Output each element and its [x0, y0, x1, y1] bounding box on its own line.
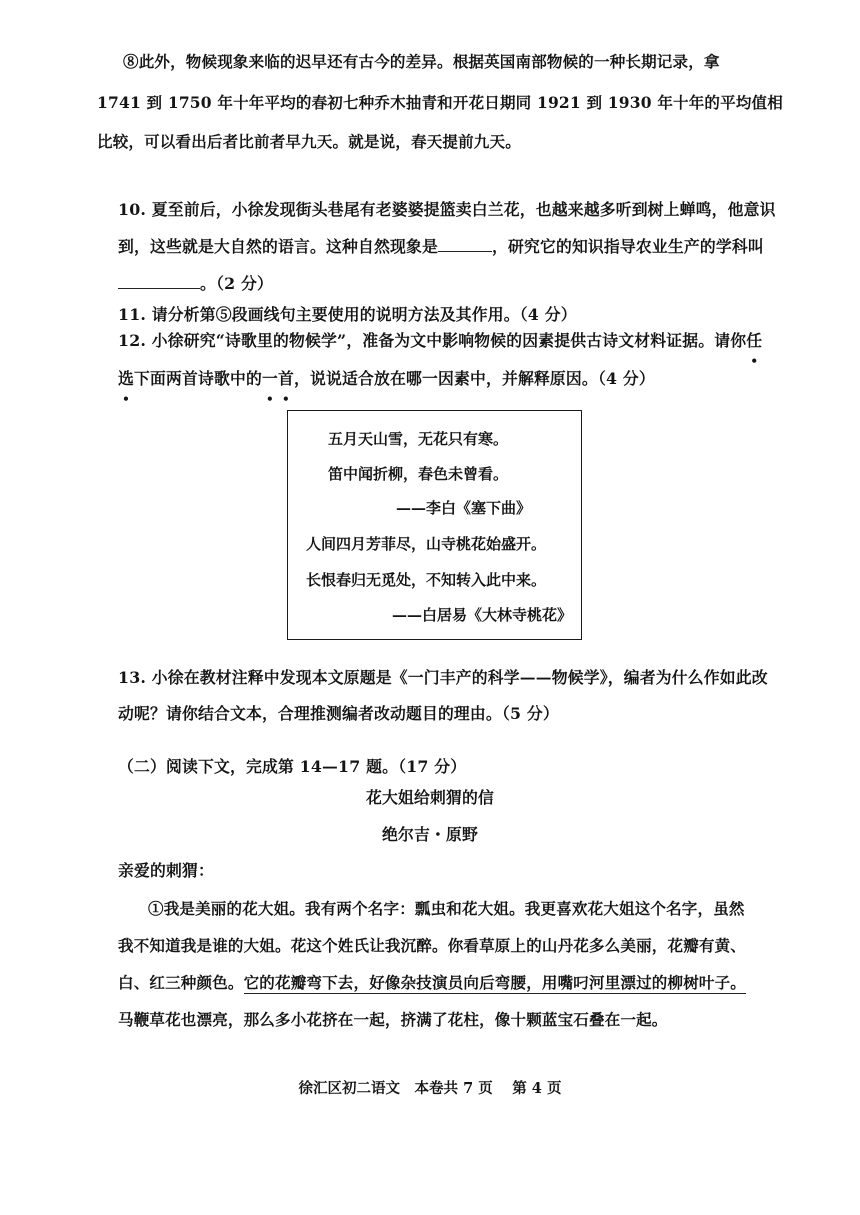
- poem-2-author: ——白居易《大林寺桃花》: [392, 606, 573, 624]
- article-paragraph-1-line-1: ①我是美丽的花大姐。我有两个名字：瓢虫和花大姐。我更喜欢花大姐这个名字，虽然: [148, 899, 745, 918]
- question-12-text-b: 下面两首诗歌中的: [134, 369, 262, 388]
- question-13-line-1: 13. 小徐在教材注释中发现本文原题是《一门丰产的科学——物候学》，编者为什么作如此改: [118, 668, 768, 687]
- page-footer: 徐汇区初二语文 本卷共 7 页 第 4 页: [298, 1080, 562, 1097]
- article-author: 绝尔吉・原野: [382, 825, 478, 844]
- paragraph-8-line-3: 比较，可以看出后者比前者早九天。就是说，春天提前九天。: [97, 132, 521, 151]
- poem-box: [287, 410, 582, 640]
- question-10-text-a: 到，这些就是大自然的语言。这种自然现象是: [118, 237, 438, 256]
- question-12-line-2: [118, 366, 655, 389]
- article-text-plain: 白、红三种颜色。: [118, 973, 244, 992]
- article-paragraph-1-line-3: [118, 971, 746, 993]
- letter-greeting: 亲爱的刺猬：: [118, 861, 214, 880]
- article-paragraph-1-line-4: 马鞭草花也漂亮，那么多小花挤在一起，挤满了花柱，像十颗蓝宝石叠在一起。: [118, 1010, 668, 1029]
- poem-2-line-2: 长恨春归无觅处，不知转入此中来。: [306, 571, 547, 589]
- question-10-line-1: 10. 夏至前后，小徐发现街头巷尾有老婆婆提篮卖白兰花，也越来越多听到树上蝉鸣，他意识: [118, 200, 776, 219]
- question-12-line-1: [118, 328, 762, 351]
- emphasis-char-ren: 任: [746, 331, 763, 350]
- underlined-sentence: 它的花瓣弯下去，好像杂技演员向后弯腰，用嘴叼河里漂过的柳树叶子。: [243, 973, 747, 992]
- answer-blank-discipline[interactable]: [118, 274, 200, 289]
- question-10-score: 。（2 分）: [200, 274, 273, 293]
- article-paragraph-1-line-2: 我不知道我是谁的大姐。花这个姓氏让我沉醉。你看草原上的山丹花多么美丽，花瓣有黄、: [118, 936, 747, 955]
- emphasis-char-xuan: 选: [118, 369, 134, 388]
- question-11: 11. 请分析第⑤段画线句主要使用的说明方法及其作用。（4 分）: [118, 305, 577, 324]
- emphasis-char-shou: 首: [277, 369, 294, 388]
- poem-1-line-1: 五月天山雪，无花只有寒。: [328, 430, 509, 448]
- poem-2-line-1: 人间四月芳菲尽，山寺桃花始盛开。: [306, 535, 547, 553]
- paragraph-8-line-2: 1741 到 1750 年十年平均的春初七种乔木抽青和开花日期同 1921 到 1930 年十年的平均值相: [97, 93, 783, 112]
- question-12-text-c: ，说说适合放在哪一因素中，并解释原因。（4 分）: [293, 369, 655, 388]
- question-10-text-b: ，研究它的知识指导农业生产的学科叫: [491, 237, 764, 256]
- answer-blank-phenomenon[interactable]: [438, 237, 492, 252]
- emphasis-char-yi: 一: [261, 369, 278, 388]
- question-12-text-a: 12. 小徐研究“诗歌里的物候学”，准备为文中影响物候的因素提供古诗文材料证据。请你: [118, 331, 747, 350]
- poem-1-line-2: 笛中闻折柳，春色未曾看。: [328, 465, 509, 483]
- poem-1-author: ——李白《塞下曲》: [396, 499, 532, 517]
- paragraph-8-line-1: ⑧此外，物候现象来临的迟早还有古今的差异。根据英国南部物候的一种长期记录，拿: [123, 52, 720, 71]
- article-title: 花大姐给刺猬的信: [366, 788, 494, 807]
- section-2-heading: （二）阅读下文，完成第 14—17 题。（17 分）: [118, 757, 467, 776]
- question-13-line-2: 动呢？请你结合文本，合理推测编者改动题目的理由。（5 分）: [118, 704, 559, 723]
- question-10-line-2: [118, 234, 764, 257]
- question-10-line-3: [118, 271, 273, 294]
